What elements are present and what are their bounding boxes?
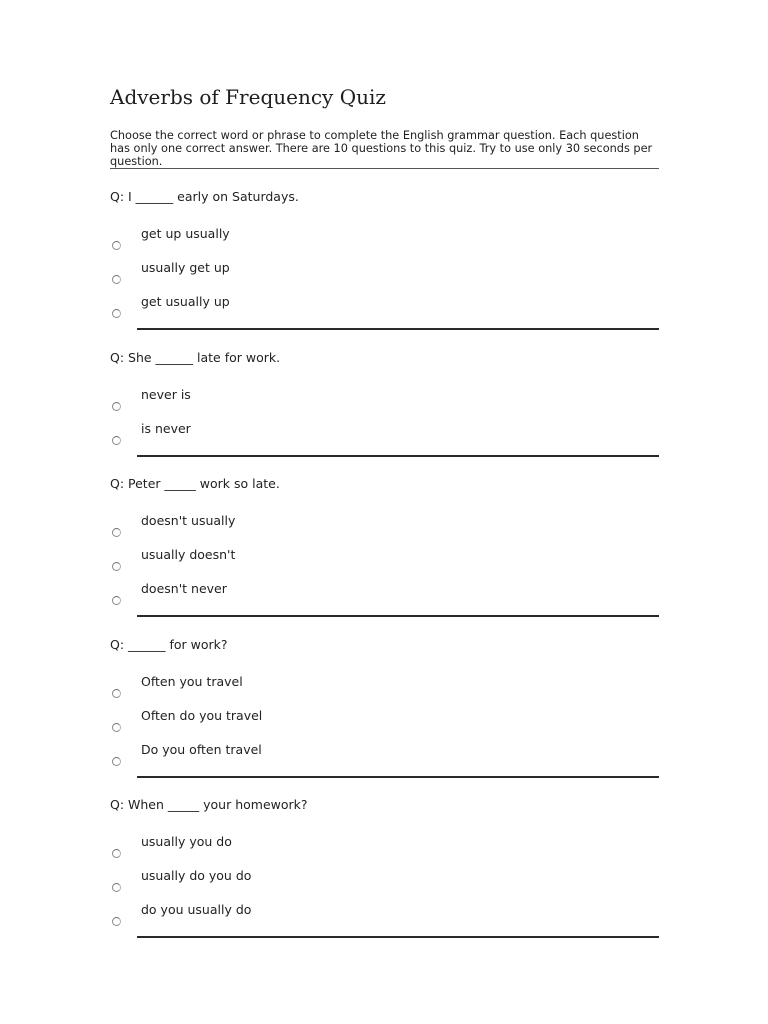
answer-option-label: get usually up — [141, 294, 230, 309]
question-divider — [137, 776, 659, 778]
answer-option-label: usually you do — [141, 834, 232, 849]
instructions-divider — [110, 168, 659, 169]
quiz-instructions: Choose the correct word or phrase to complete the English grammar question. Each question has only one correct answer. There are 10 questions to this quiz. Try to use only 30 seconds per question. — [110, 129, 653, 168]
answer-option[interactable] — [110, 834, 659, 868]
answer-option-label: Often you travel — [141, 674, 243, 689]
question-divider — [137, 455, 659, 457]
radio-button[interactable] — [112, 241, 121, 250]
answer-option[interactable] — [110, 902, 659, 936]
answer-option[interactable] — [110, 742, 659, 776]
answer-option[interactable] — [110, 708, 659, 742]
question-prompt: Q: ______ for work? — [110, 637, 228, 652]
answer-option-label: never is — [141, 387, 191, 402]
page-title: Adverbs of Frequency Quiz — [110, 85, 386, 109]
answer-option-label: usually do you do — [141, 868, 252, 883]
radio-button[interactable] — [112, 562, 121, 571]
radio-button[interactable] — [112, 528, 121, 537]
answer-option[interactable] — [110, 294, 659, 328]
answer-option[interactable] — [110, 868, 659, 902]
question-prompt: Q: She ______ late for work. — [110, 350, 281, 365]
answer-option[interactable] — [110, 513, 659, 547]
answer-option[interactable] — [110, 581, 659, 615]
answer-option[interactable] — [110, 387, 659, 421]
answer-option-label: usually get up — [141, 260, 230, 275]
radio-button[interactable] — [112, 757, 121, 766]
question-prompt: Q: When _____ your homework? — [110, 797, 308, 812]
radio-button[interactable] — [112, 275, 121, 284]
answer-option-label: is never — [141, 421, 191, 436]
question-divider — [137, 936, 659, 938]
radio-button[interactable] — [112, 723, 121, 732]
answer-option-label: get up usually — [141, 226, 230, 241]
radio-button[interactable] — [112, 689, 121, 698]
answer-option-label: usually doesn't — [141, 547, 236, 562]
radio-button[interactable] — [112, 596, 121, 605]
question-prompt: Q: I ______ early on Saturdays. — [110, 189, 299, 204]
answer-option-label: do you usually do — [141, 902, 252, 917]
answer-option[interactable] — [110, 674, 659, 708]
question-divider — [137, 615, 659, 617]
answer-option-label: doesn't never — [141, 581, 227, 596]
radio-button[interactable] — [112, 436, 121, 445]
radio-button[interactable] — [112, 402, 121, 411]
answer-option[interactable] — [110, 226, 659, 260]
radio-button[interactable] — [112, 883, 121, 892]
radio-button[interactable] — [112, 917, 121, 926]
answer-option-label: Often do you travel — [141, 708, 263, 723]
answer-option[interactable] — [110, 547, 659, 581]
question-divider — [137, 328, 659, 330]
answer-option[interactable] — [110, 421, 659, 455]
answer-option-label: Do you often travel — [141, 742, 262, 757]
radio-button[interactable] — [112, 849, 121, 858]
answer-option[interactable] — [110, 260, 659, 294]
answer-option-label: doesn't usually — [141, 513, 236, 528]
question-prompt: Q: Peter _____ work so late. — [110, 476, 280, 491]
radio-button[interactable] — [112, 309, 121, 318]
